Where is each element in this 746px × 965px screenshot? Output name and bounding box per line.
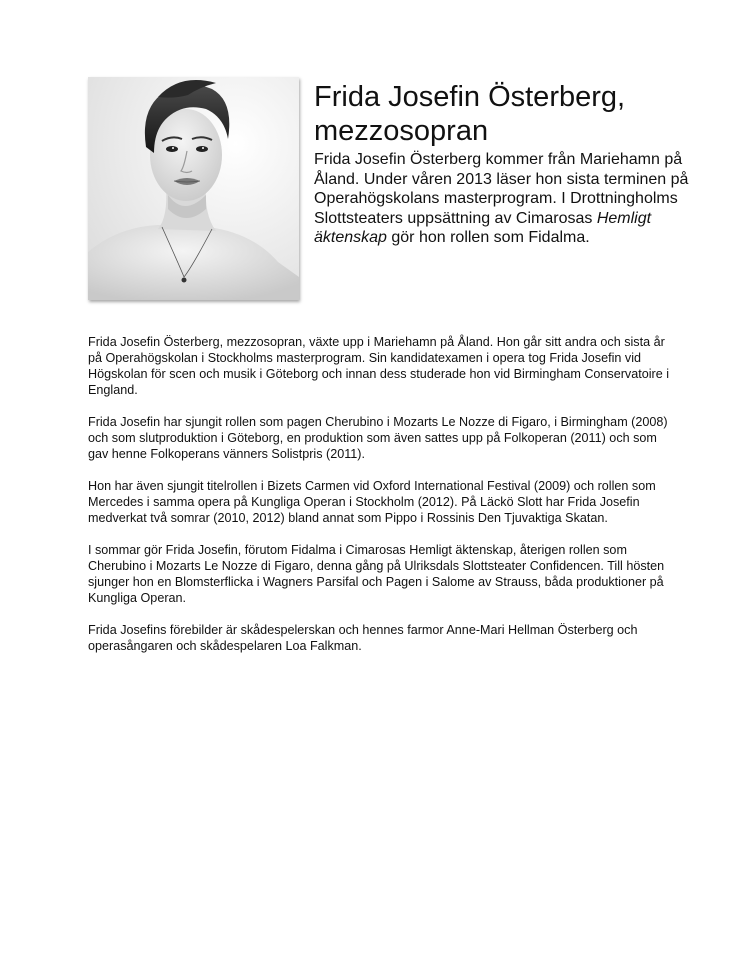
body-paragraph: Frida Josefins förebilder är skådespelerskan och hennes farmor Anne-Mari Hellman Österberg och operasångaren och skådespelaren Loa Falkman. <box>88 623 638 653</box>
intro-text: Frida Josefin Österberg kommer från Mariehamn på Åland. Under våren 2013 läser hon sista terminen på Operahögskolans masterprogram. I Drottningholms Slottsteaters uppsättning av Cimarosas <box>314 151 689 227</box>
header-block <box>314 80 694 248</box>
intro-italic-title: Hemligt äktenskap <box>314 209 652 246</box>
portrait-photo <box>88 77 299 300</box>
body-paragraph: Hon har även sjungit titelrollen i Bizets Carmen vid Oxford International Festival (2009) och rollen som Mercedes i samma opera på Kungliga Operan i Stockholm (2012). På Läckö Slott har Frida Josefin medverkat två somrar (2010, 2012) bland annat som Pippo i Rossinis Den Tjuvaktiga Skatan. <box>88 479 656 525</box>
intro-paragraph <box>314 150 694 248</box>
portrait-illustration <box>88 77 299 300</box>
body-paragraph: Frida Josefin har sjungit rollen som pagen Cherubino i Mozarts Le Nozze di Figaro, i Birmingham (2008) och som slutproduktion i Göteborg, en produktion som även sattes upp på Folkoperan (2011) och som gav henne Folkoperans vänners Solistpris (2011). <box>88 415 668 461</box>
title-line-1: Frida Josefin Österberg, <box>314 81 626 113</box>
title-line-2: mezzosopran <box>314 115 489 147</box>
biography-body <box>88 334 678 670</box>
body-paragraph: Frida Josefin Österberg, mezzosopran, växte upp i Mariehamn på Åland. Hon går sitt andra och sista år på Operahögskolan i Stockholms masterprogram. Sin kandidatexamen i opera tog Frida Josefin vid Högskolan för scen och musik i Göteborg och innan dess studerade hon vid Birmingham Conservatoire i England. <box>88 335 670 397</box>
page-title <box>314 80 694 148</box>
intro-text-end: gör hon rollen som Fidalma. <box>386 229 590 246</box>
body-paragraph: I sommar gör Frida Josefin, förutom Fidalma i Cimarosas Hemligt äktenskap, återigen rollen som Cherubino i Mozarts Le Nozze di Figaro, denna gång på Ulriksdals Slottsteater Confidencen. Till hösten sjunger hon en Blomsterflicka i Wagners Parsifal och Pagen i Salome av Strauss, båda produktioner på Kungliga Operan. <box>88 543 665 605</box>
